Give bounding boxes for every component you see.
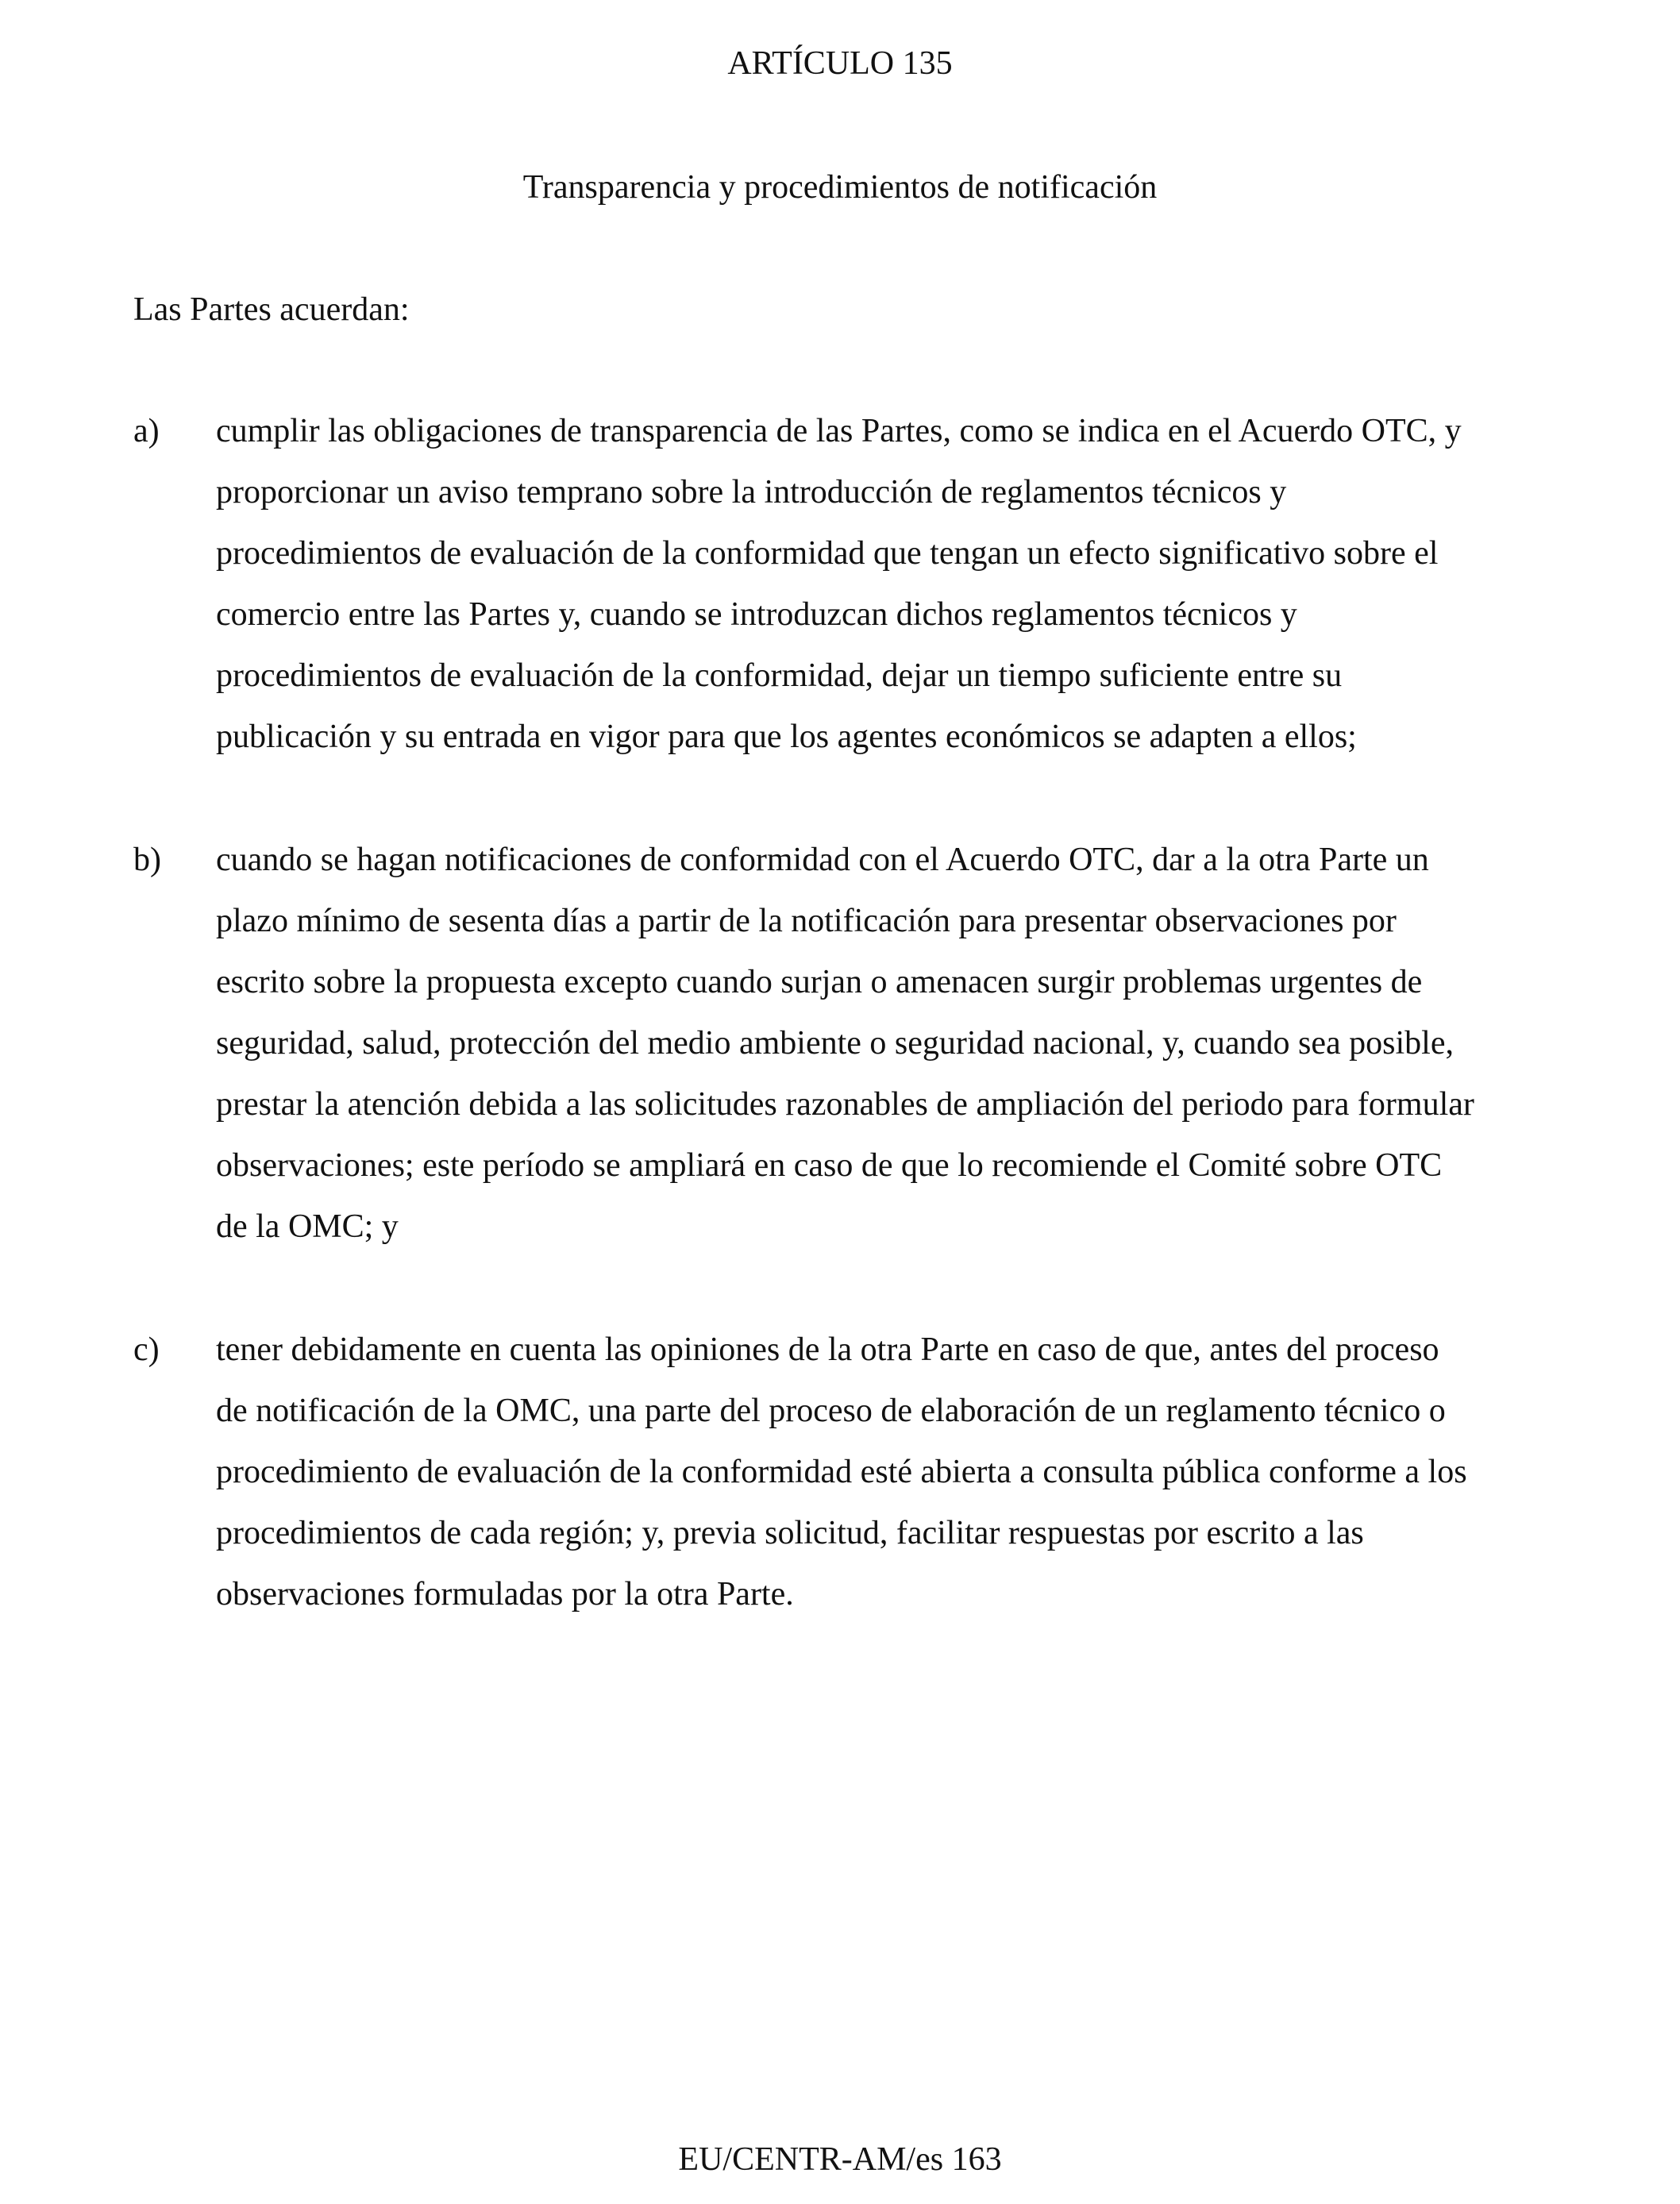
page-footer: EU/CENTR-AM/es 163 — [678, 2141, 1002, 2178]
clause-line: seguridad, salud, protección del medio ambiente o seguridad nacional, y, cuando sea posible, — [216, 1025, 1454, 1062]
clause-label: c) — [133, 1331, 160, 1368]
clause-text — [216, 1320, 1680, 1625]
clause-line: procedimientos de evaluación de la conformidad que tengan un efecto significativo sobre el — [216, 535, 1439, 572]
clause-line: observaciones; este período se ampliará en caso de que lo recomiende el Comité sobre OTC — [216, 1147, 1443, 1184]
clause-line: publicación y su entrada en vigor para que los agentes económicos se adapten a ellos; — [216, 719, 1357, 755]
clause-line: comercio entre las Partes y, cuando se introduzcan dichos reglamentos técnicos y — [216, 596, 1297, 633]
article-heading: ARTÍCULO 135 — [727, 45, 953, 82]
clause-line: de notificación de la OMC, una parte del proceso de elaboración de un reglamento técnico o — [216, 1393, 1446, 1429]
article-title: Transparencia y procedimientos de notificación — [522, 169, 1158, 206]
clause-line: proporcionar un aviso temprano sobre la introducción de reglamentos técnicos y — [216, 474, 1287, 511]
clause-label: a) — [133, 413, 160, 449]
clause-label: b) — [133, 842, 161, 878]
clause-text — [216, 830, 1680, 1258]
clause-line: cumplir las obligaciones de transparencia de las Partes, como se indica en el Acuerdo OTC, y — [216, 413, 1462, 449]
clause-line: de la OMC; y — [216, 1208, 399, 1245]
clause-line: procedimientos de cada región; y, previa solicitud, facilitar respuestas por escrito a las — [216, 1515, 1364, 1551]
clause-text — [216, 401, 1680, 768]
clause-line: escrito sobre la propuesta excepto cuando surjan o amenacen surgir problemas urgentes de — [216, 964, 1423, 1000]
clause-line: observaciones formuladas por la otra Parte. — [216, 1576, 794, 1613]
clause-line: plazo mínimo de sesenta días a partir de la notificación para presentar observaciones por — [216, 903, 1397, 939]
clause-line: prestar la atención debida a las solicitudes razonables de ampliación del periodo para formular — [216, 1086, 1474, 1123]
intro-paragraph: Las Partes acuerdan: — [133, 291, 410, 328]
clause-line: cuando se hagan notificaciones de conformidad con el Acuerdo OTC, dar a la otra Parte un — [216, 842, 1429, 878]
clause-line: procedimiento de evaluación de la conformidad esté abierta a consulta pública conforme a los — [216, 1454, 1467, 1490]
clause-line: procedimientos de evaluación de la conformidad, dejar un tiempo suficiente entre su — [216, 657, 1343, 694]
clause-line: tener debidamente en cuenta las opiniones de la otra Parte en caso de que, antes del proceso — [216, 1331, 1439, 1368]
